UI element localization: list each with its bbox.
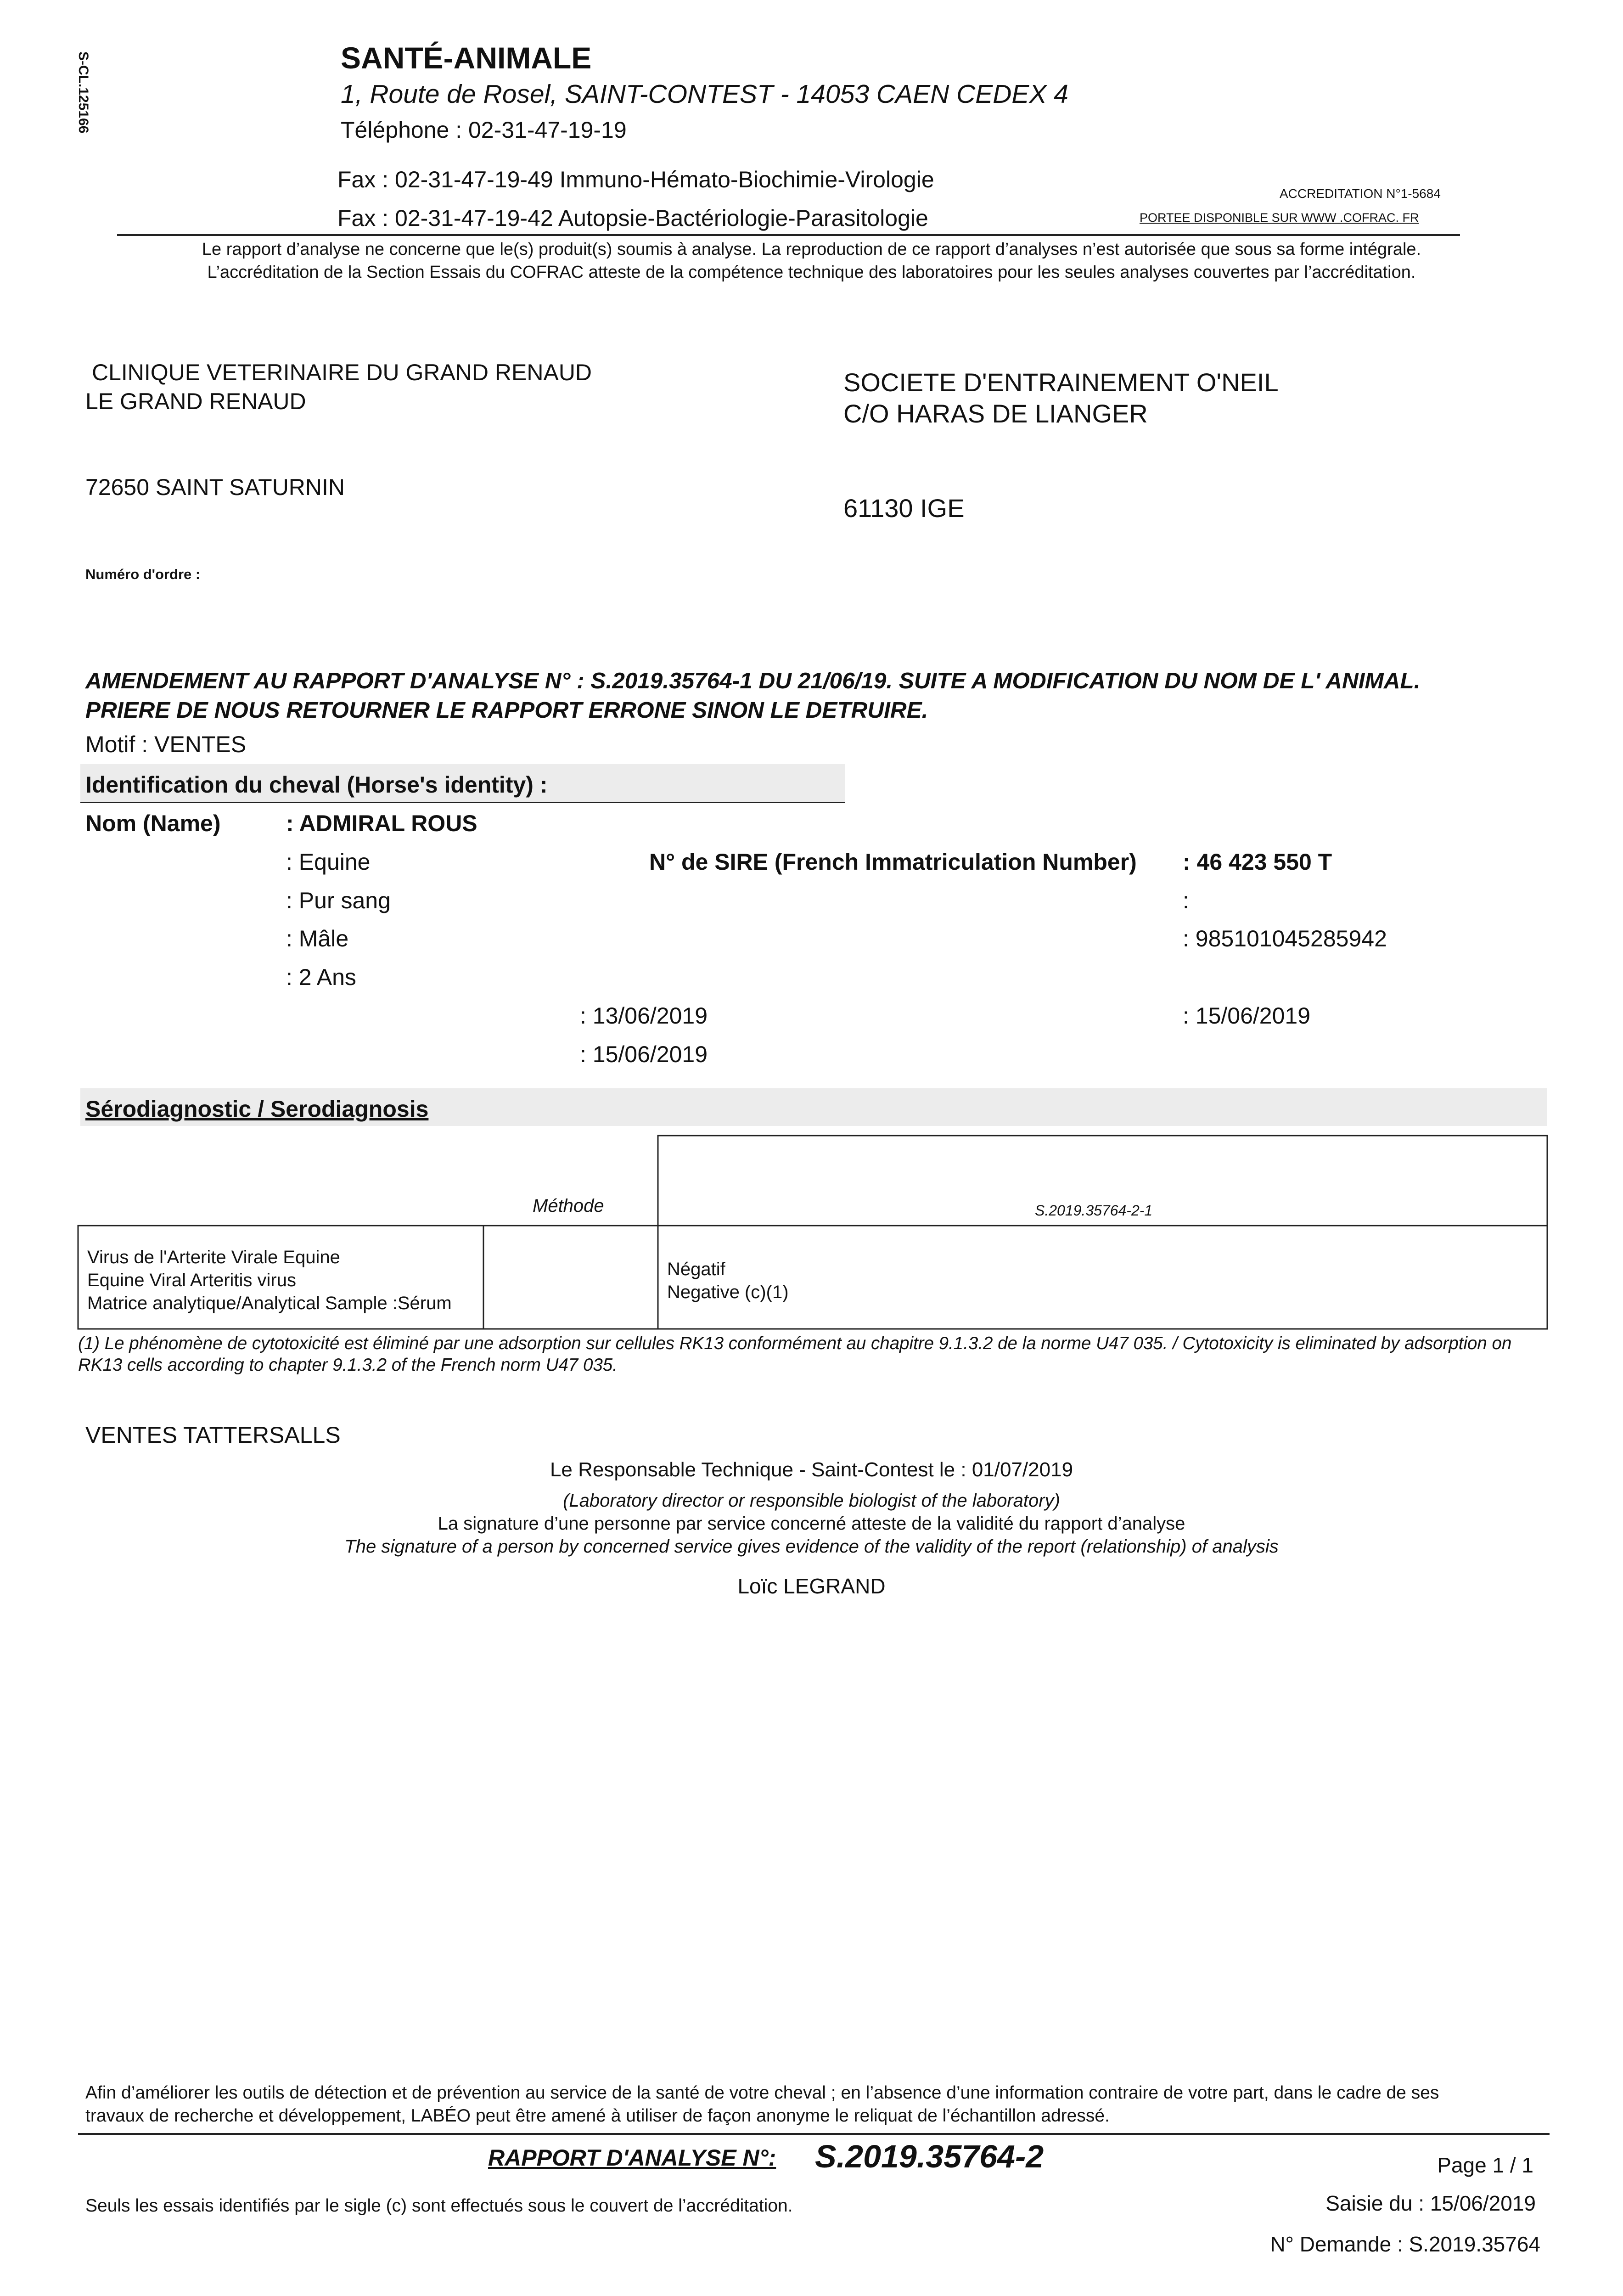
accreditation-scope: PORTEE DISPONIBLE SUR WWW .COFRAC. FR [1140, 211, 1419, 225]
sale-name: VENTES TATTERSALLS [85, 1422, 341, 1448]
sample-header: S.2019.35764-2-1 [1035, 1202, 1153, 1219]
report-label: RAPPORT D'ANALYSE N°: [488, 2145, 776, 2171]
disclaimer-line-2: L’accréditation de la Section Essais du COFRAC atteste de la compétence technique des laboratoires pour les seules analyses couvertes par l’accréditation. [207, 263, 1416, 282]
analyte-line-3: Matrice analytique/Analytical Sample :Sérum [87, 1293, 452, 1313]
lab-fax-2: Fax : 02-31-47-19-42 Autopsie-Bactériologie-Parasitologie [337, 205, 928, 231]
signatory-name: Loïc LEGRAND [737, 1574, 886, 1598]
signature-line-3: La signature d’une personne par service concerné atteste de la validité du rapport d’analyse [438, 1514, 1185, 1534]
report-number: S.2019.35764-2 [815, 2138, 1044, 2174]
sender-city: 72650 SAINT SATURNIN [85, 474, 345, 500]
footnote: (1) Le phénomène de cytotoxicité est éliminé par une adsorption sur cellules RK13 conformément au chapitre 9.1.3.2 de la norme U47 035. / Cytotoxicity is eliminated by adsorption on RK13 cells according to chapter 9.1.3.2 of the French norm U47 035. [78, 1334, 1512, 1375]
signature-line-1: Le Responsable Technique - Saint-Contest le : 01/07/2019 [550, 1458, 1073, 1481]
cofrac-note: Seuls les essais identifiés par le sigle (c) sont effectués sous le couvert de l’accréditation. [85, 2196, 793, 2216]
recipient-city: 61130 IGE [843, 494, 965, 523]
lab-phone: Téléphone : 02-31-47-19-19 [341, 117, 627, 143]
footer-rule [78, 2133, 1550, 2135]
serodiagnostic-heading: Sérodiagnostic / Serodiagnosis [85, 1096, 429, 1122]
side-code: S-CL.125166 [76, 51, 91, 134]
date-1: : 13/06/2019 [580, 1003, 708, 1029]
horse-species: : Equine [286, 849, 371, 875]
date-2: : 15/06/2019 [580, 1041, 708, 1067]
analyte-line-1: Virus de l'Arterite Virale Equine [87, 1247, 340, 1267]
horse-name-label: Nom (Name) [85, 810, 221, 836]
horse-breed: : Pur sang [286, 888, 391, 913]
amendment-line-1: AMENDEMENT AU RAPPORT D'ANALYSE N° : S.2019.35764-1 DU 21/06/19. SUITE A MODIFICATION DU NOM DE L' ANIMAL. [85, 668, 1421, 693]
horse-sex: : Mâle [286, 926, 349, 951]
horse-chip: : 985101045285942 [1183, 926, 1387, 951]
horse-name-value: : ADMIRAL ROUS [286, 810, 477, 836]
result-line-2: Negative (c)(1) [667, 1282, 789, 1302]
signature-line-4: The signature of a person by concerned service gives evidence of the validity of the report (relationship) of analysis [344, 1536, 1279, 1557]
identification-heading: Identification du cheval (Horse's identity) : [85, 772, 548, 798]
order-number-label: Numéro d'ordre : [85, 566, 201, 582]
recipient-line-2: C/O HARAS DE LIANGER [843, 399, 1148, 428]
motif: Motif : VENTES [85, 732, 247, 757]
footer-notice-1: Afin d’améliorer les outils de détection et de prévention au service de la santé de votre cheval ; en l’absence d’une information contraire de votre part, dans le cadre de ses [85, 2083, 1439, 2103]
disclaimer-line-1: Le rapport d’analyse ne concerne que le(s) produit(s) soumis à analyse. La reproduction de ce rapport d’analyses n’est autorisée que sous sa forme intégrale. [202, 240, 1421, 259]
amendment-line-2: PRIERE DE NOUS RETOURNER LE RAPPORT ERRONE SINON LE DETRUIRE. [85, 698, 928, 723]
sender-line-2: LE GRAND RENAUD [85, 388, 306, 414]
demande-number: N° Demande : S.2019.35764 [1270, 2232, 1540, 2256]
analyte-line-2: Equine Viral Arteritis virus [87, 1270, 296, 1290]
result-line-1: Négatif [667, 1259, 725, 1279]
lab-name: SANTÉ-ANIMALE [341, 41, 592, 75]
method-header: Méthode [533, 1196, 604, 1216]
recipient-line-1: SOCIETE D'ENTRAINEMENT O'NEIL [843, 368, 1279, 397]
sender-line-1: CLINIQUE VETERINAIRE DU GRAND RENAUD [92, 360, 592, 385]
accreditation-number: ACCREDITATION N°1-5684 [1280, 186, 1441, 201]
lab-fax-1: Fax : 02-31-47-19-49 Immuno-Hémato-Biochimie-Virologie [337, 167, 934, 192]
signature-line-2: (Laboratory director or responsible biologist of the laboratory) [563, 1491, 1060, 1511]
horse-breed-right: : [1183, 888, 1189, 913]
horse-age: : 2 Ans [286, 964, 356, 990]
saisie-date: Saisie du : 15/06/2019 [1325, 2191, 1536, 2215]
lab-address: 1, Route de Rosel, SAINT-CONTEST - 14053 CAEN CEDEX 4 [341, 79, 1069, 109]
page-number: Page 1 / 1 [1437, 2153, 1533, 2177]
sire-value: : 46 423 550 T [1183, 849, 1332, 875]
date-right: : 15/06/2019 [1183, 1003, 1311, 1029]
sire-label: N° de SIRE (French Immatriculation Number) [649, 849, 1137, 875]
footer-notice-2: travaux de recherche et développement, LABÉO peut être amené à utiliser de façon anonyme le reliquat de l’échantillon adressé. [85, 2106, 1110, 2126]
